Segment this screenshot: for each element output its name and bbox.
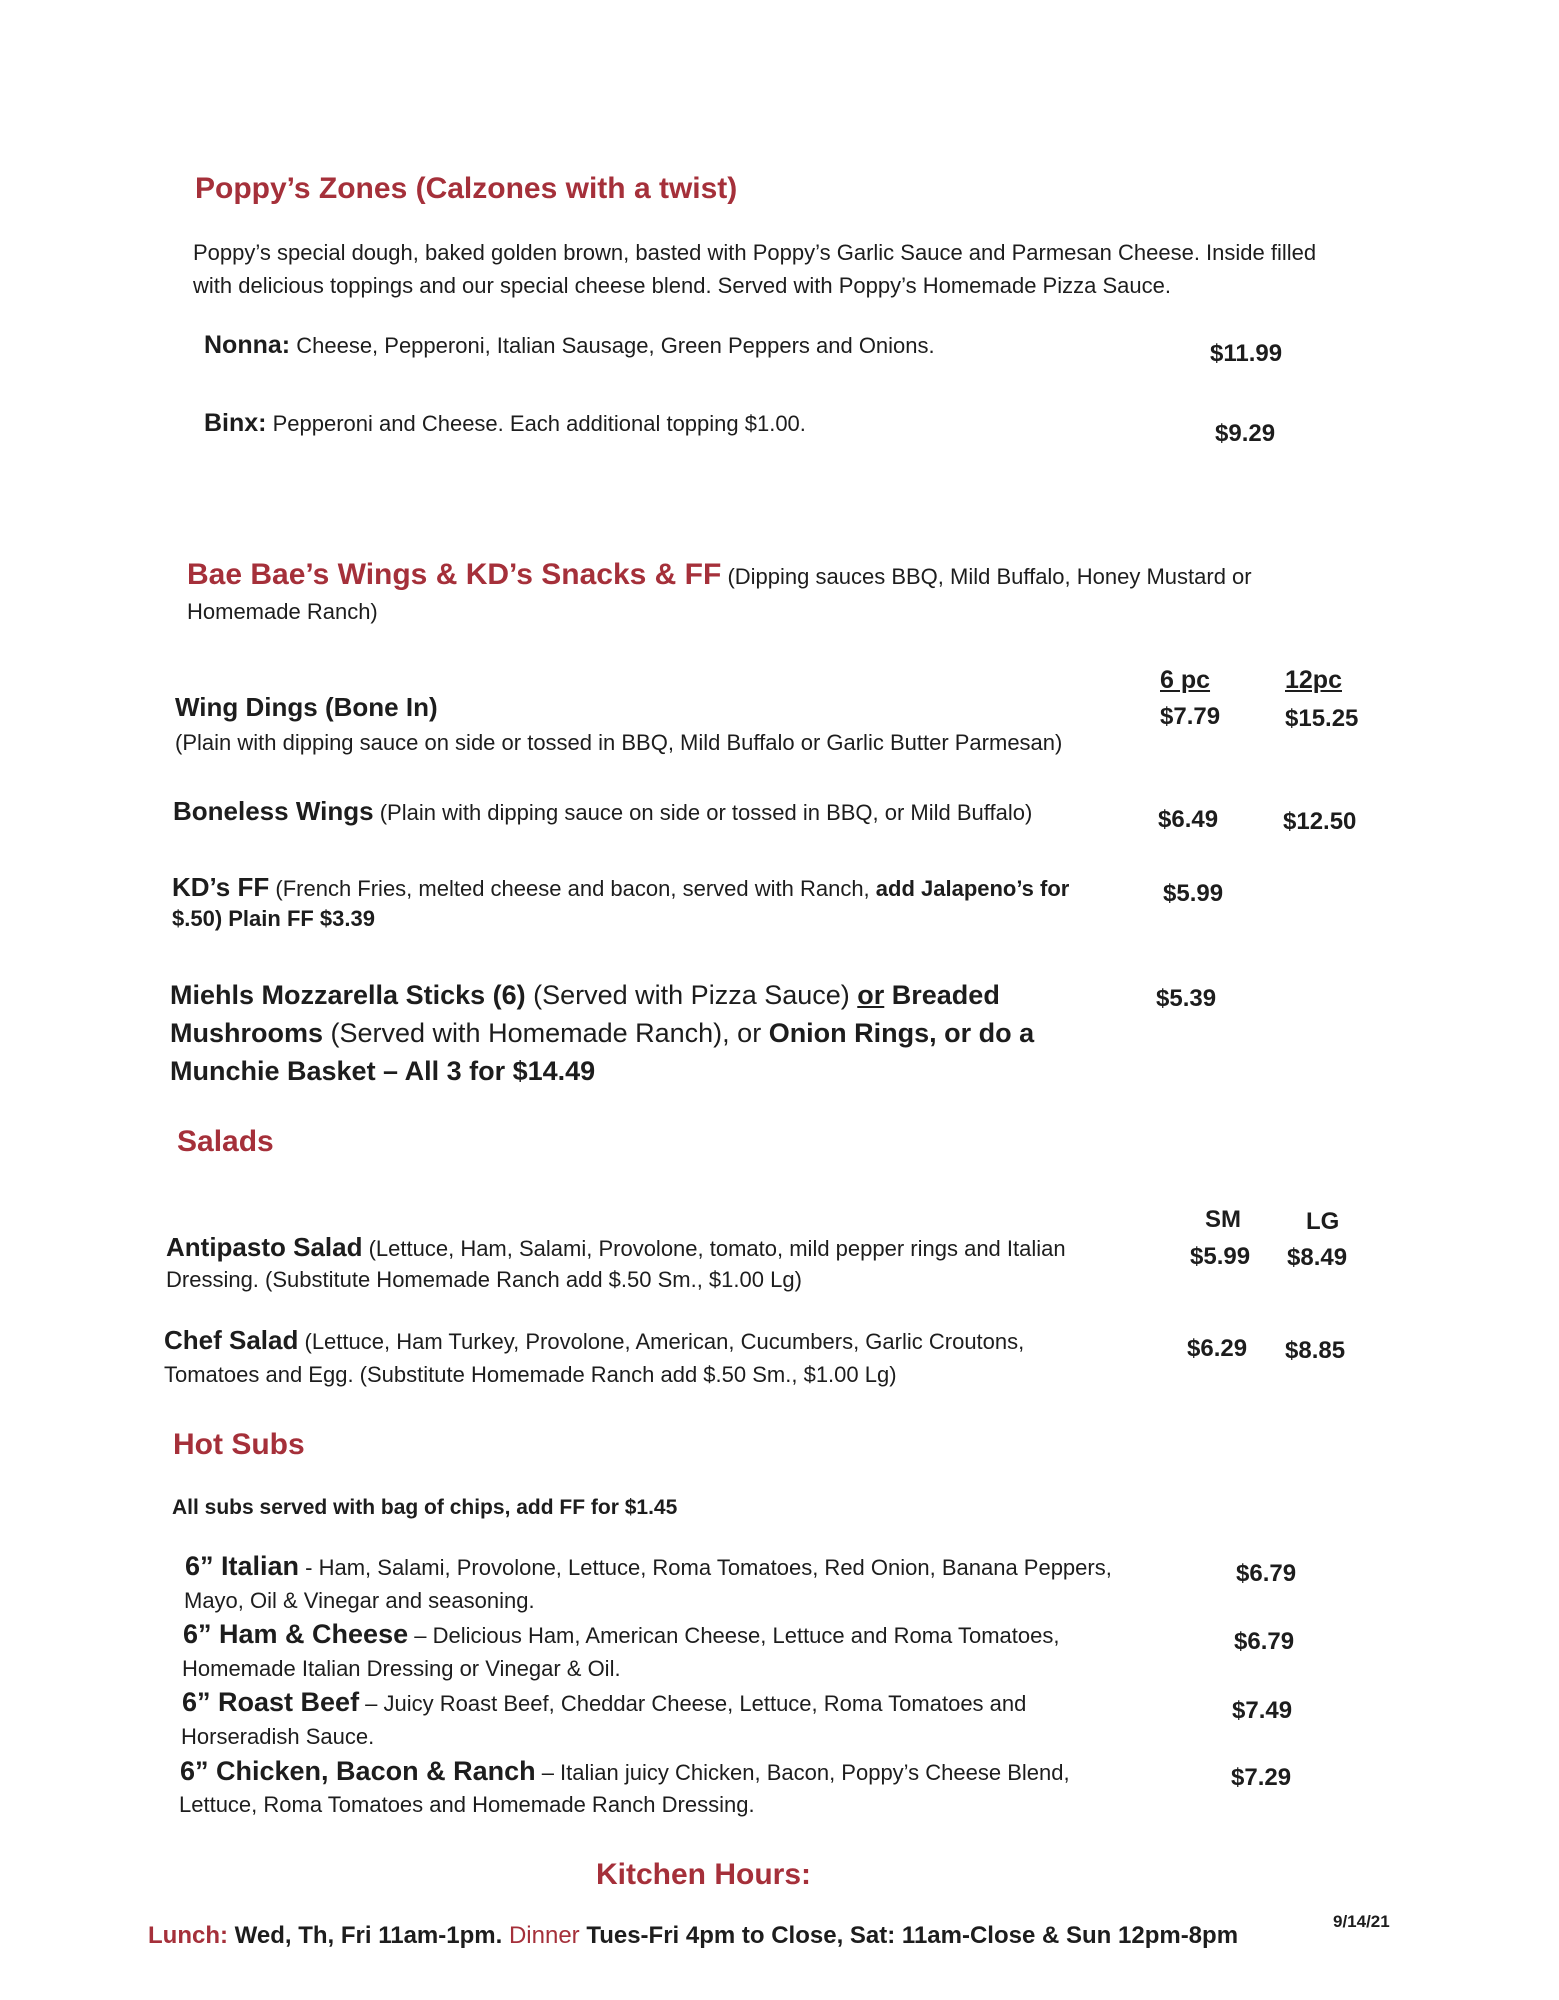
item-price-6pc: $7.79 (1160, 703, 1221, 730)
wings-title-note-line2: Homemade Ranch) (187, 599, 378, 624)
column-header-sm: SM (1205, 1206, 1241, 1233)
item-name: Chef Salad (164, 1325, 299, 1355)
item-price-lg: $8.85 (1285, 1337, 1346, 1364)
item-price: $7.29 (1231, 1764, 1292, 1791)
item-desc: – Delicious Ham, American Cheese, Lettuce and Roma Tomatoes, (408, 1623, 1060, 1648)
hours-line (148, 1922, 1238, 1950)
item-name: 6” Roast Beef (182, 1687, 360, 1717)
item-name: Miehls Mozzarella Sticks (6) (170, 980, 526, 1010)
wings-title: Bae Bae’s Wings & KD’s Snacks & FF (187, 558, 722, 591)
item-price: $6.79 (1236, 1560, 1297, 1587)
menu-item-roast-beef-sub (182, 1687, 1026, 1719)
item-name: 6” Ham & Cheese (183, 1619, 409, 1649)
dinner-label: Dinner (508, 1922, 580, 1949)
item-price-6pc: $5.39 (1156, 985, 1217, 1012)
menu-item-mozzarella-sticks (170, 976, 1034, 1090)
item-desc: Pepperoni and Cheese. Each additional topping $1.00. (266, 411, 806, 436)
item-desc: (Lettuce, Ham Turkey, Provolone, American, Cucumbers, Garlic Croutons, (298, 1329, 1025, 1354)
menu-item-binx (204, 408, 806, 439)
lunch-hours: Wed, Th, Fri 11am-1pm. (227, 1922, 509, 1949)
item-price-sm: $6.29 (1187, 1335, 1248, 1362)
revision-date: 9/14/21 (1333, 1912, 1390, 1931)
item-line-2 (170, 1014, 1034, 1052)
item-desc: – Italian juicy Chicken, Bacon, Poppy’s Cheese Blend, (535, 1760, 1070, 1785)
item-price-sm: $5.99 (1190, 1243, 1251, 1270)
item-desc-line2: Dressing. (Substitute Homemade Ranch add $.50 Sm., $1.00 Lg) (166, 1267, 802, 1292)
item-price-6pc: $6.49 (1158, 806, 1219, 833)
item-desc-line2: Horseradish Sauce. (181, 1724, 375, 1749)
item-desc: (Served with Pizza Sauce) (525, 980, 858, 1010)
menu-item-italian-sub (185, 1551, 1112, 1583)
item-desc: – Juicy Roast Beef, Cheddar Cheese, Lettuce, Roma Tomatoes and (359, 1691, 1027, 1716)
item-name: 6” Chicken, Bacon & Ranch (180, 1756, 536, 1786)
item-name: 6” Italian (185, 1551, 300, 1581)
subs-title: Hot Subs (173, 1428, 305, 1461)
item-name: Binx: (204, 409, 267, 437)
item-price-lg: $8.49 (1287, 1244, 1348, 1271)
item-name: Boneless Wings (173, 796, 374, 826)
item-desc: (Plain with dipping sauce on side or tossed in BBQ, or Mild Buffalo) (373, 800, 1033, 825)
item-name-3: Mushrooms (170, 1018, 324, 1048)
item-price-12pc: $15.25 (1285, 705, 1359, 732)
calzones-title: Poppy’s Zones (Calzones with a twist) (195, 172, 738, 205)
menu-item-chicken-bacon-ranch-sub (180, 1756, 1070, 1788)
item-desc-line2: Homemade Italian Dressing or Vinegar & Oil. (182, 1656, 621, 1681)
salads-title: Salads (177, 1125, 274, 1158)
item-price: $9.29 (1215, 420, 1276, 447)
lunch-label: Lunch: (148, 1922, 228, 1949)
item-desc-line2: Mayo, Oil & Vinegar and seasoning. (184, 1588, 535, 1613)
item-desc-2: (Served with Homemade Ranch), or (323, 1018, 769, 1048)
item-name-2: Breaded (884, 980, 1000, 1010)
item-name: Nonna: (204, 331, 291, 359)
column-header-6pc: 6 pc (1160, 666, 1211, 694)
subs-note: All subs served with bag of chips, add FF for $1.45 (172, 1496, 678, 1519)
calzones-desc-line2: with delicious toppings and our special cheese blend. Served with Poppy’s Homemade Pizza Sauce. (193, 273, 1171, 298)
item-price: $6.79 (1234, 1628, 1295, 1655)
column-header-12pc: 12pc (1285, 666, 1342, 694)
item-name: Antipasto Salad (166, 1232, 363, 1262)
item-desc-bold: add Jalapeno’s for (875, 876, 1070, 901)
item-desc-line2: $.50) Plain FF $3.39 (172, 906, 375, 931)
item-desc: Cheese, Pepperoni, Italian Sausage, Green Peppers and Onions. (290, 333, 935, 358)
item-name: Wing Dings (Bone In) (175, 692, 438, 722)
item-price-6pc: $5.99 (1163, 880, 1224, 907)
item-name: KD’s FF (172, 872, 270, 902)
menu-item-ham-cheese-sub (183, 1619, 1059, 1651)
item-line-1 (170, 976, 1034, 1014)
hours-title: Kitchen Hours: (596, 1858, 812, 1891)
item-desc: - Ham, Salami, Provolone, Lettuce, Roma Tomatoes, Red Onion, Banana Peppers, (299, 1555, 1112, 1580)
menu-item-antipasto-salad (166, 1232, 1066, 1264)
item-desc: (Plain with dipping sauce on side or tossed in BBQ, Mild Buffalo or Garlic Butter Parmesan) (175, 730, 1063, 755)
item-price: $7.49 (1232, 1697, 1293, 1724)
column-header-lg: LG (1306, 1208, 1340, 1235)
item-desc-line2: Tomatoes and Egg. (Substitute Homemade Ranch add $.50 Sm., $1.00 Lg) (164, 1362, 897, 1387)
item-desc: (French Fries, melted cheese and bacon, served with Ranch, (269, 876, 876, 901)
item-price: $11.99 (1210, 340, 1283, 367)
item-or: or (857, 980, 885, 1010)
dinner-hours: Tues-Fri 4pm to Close, Sat: 11am-Close & Sun 12pm-8pm (579, 1922, 1239, 1949)
calzones-desc-line1: Poppy’s special dough, baked golden brown, basted with Poppy’s Garlic Sauce and Parmesan Cheese. Inside filled (193, 240, 1317, 265)
item-desc-line2: Lettuce, Roma Tomatoes and Homemade Ranch Dressing. (179, 1792, 755, 1817)
item-price-12pc: $12.50 (1283, 808, 1357, 835)
item-line-3: Munchie Basket – All 3 for $14.49 (170, 1056, 596, 1086)
item-name-4: Onion Rings, or do a (768, 1018, 1035, 1048)
menu-item-chef-salad (164, 1325, 1024, 1357)
wings-title-note: (Dipping sauces BBQ, Mild Buffalo, Honey Mustard or (721, 564, 1252, 589)
menu-item-boneless-wings (173, 796, 1032, 828)
item-desc: (Lettuce, Ham, Salami, Provolone, tomato, mild pepper rings and Italian (362, 1236, 1066, 1261)
wings-header (187, 555, 1252, 597)
menu-item-nonna (204, 330, 935, 361)
menu-item-kds-ff (172, 872, 1069, 904)
